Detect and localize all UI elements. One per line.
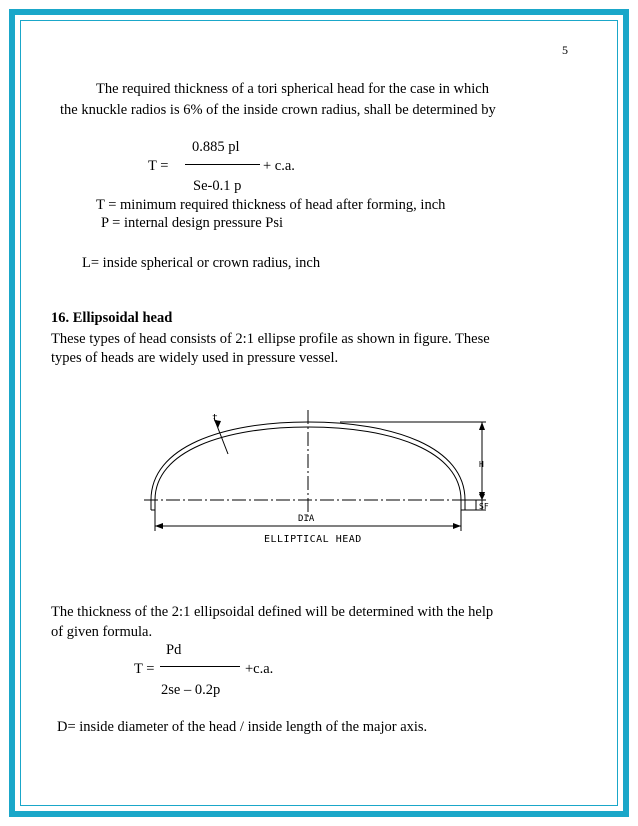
- diagram-caption: ELLIPTICAL HEAD: [264, 534, 362, 545]
- intro-line-1: The required thickness of a tori spherical head for the case in which: [96, 81, 489, 97]
- formula-1-denominator: Se-0.1 p: [193, 178, 242, 194]
- formula-1-numerator: 0.885 pl: [192, 139, 240, 155]
- thickness-text-line-2: of given formula.: [51, 624, 153, 640]
- formula-2-numerator: Pd: [166, 642, 182, 658]
- formula-1-suffix: + c.a.: [263, 158, 295, 174]
- label-h: H: [479, 460, 484, 469]
- label-dia: DIA: [298, 514, 315, 524]
- section-16-heading: 16. Ellipsoidal head: [51, 310, 173, 326]
- section-16-para-line-2: types of heads are widely used in pressure vessel.: [51, 350, 339, 366]
- definition-d: D= inside diameter of the head / inside length of the major axis.: [57, 719, 428, 735]
- formula-1-lhs: T =: [148, 158, 169, 174]
- thickness-text-line-1: The thickness of the 2:1 ellipsoidal defined will be determined with the help: [51, 604, 494, 620]
- label-t: t: [212, 413, 219, 424]
- definition-t: T = minimum required thickness of head after forming, inch: [96, 197, 446, 213]
- page-number: 5: [562, 43, 568, 57]
- formula-2-denominator: 2se – 0.2p: [161, 682, 221, 698]
- formula-2-lhs: T =: [134, 661, 155, 677]
- formula-1-fraction-bar: [185, 164, 260, 165]
- definition-l: L= inside spherical or crown radius, inch: [82, 255, 321, 271]
- elliptical-head-diagram: [140, 405, 500, 555]
- intro-line-2: the knuckle radios is 6% of the inside crown radius, shall be determined by: [60, 102, 496, 118]
- label-sf: SF: [479, 502, 489, 511]
- definition-p: P = internal design pressure Psi: [101, 215, 284, 231]
- section-16-para-line-1: These types of head consists of 2:1 ellipse profile as shown in figure. These: [51, 331, 490, 347]
- formula-2-fraction-bar: [160, 666, 240, 667]
- formula-2-suffix: +c.a.: [245, 661, 274, 677]
